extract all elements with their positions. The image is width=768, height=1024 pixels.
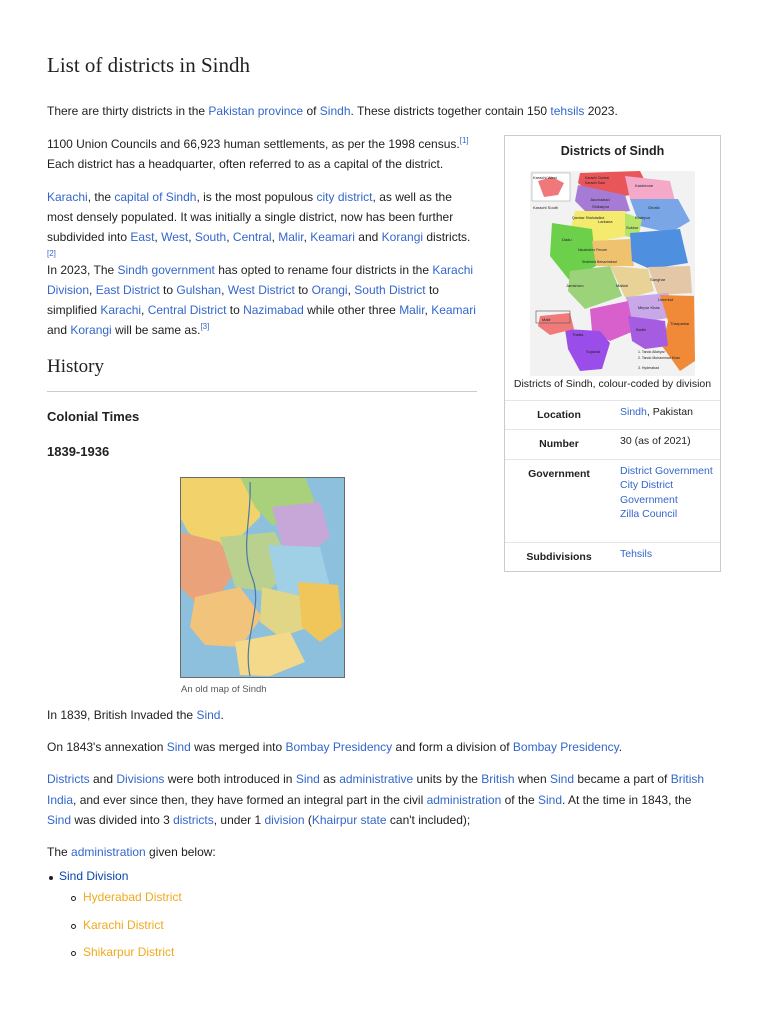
infobox-row-number — [505, 429, 720, 460]
map-label-sujawal: Sujawal — [586, 349, 601, 354]
link-sind[interactable]: Sind — [549, 772, 574, 786]
link-keamari[interactable]: Keamari — [431, 303, 476, 317]
text: , — [89, 283, 96, 297]
link-central-district[interactable]: Central District — [147, 303, 227, 317]
map-label-dadu: Dadu — [562, 237, 572, 242]
map-region-sanghar-north — [630, 229, 688, 269]
text: . These districts together contain 150 — [350, 104, 551, 118]
map-label-larkana: Larkana — [598, 219, 613, 224]
old-sindh-map-image[interactable] — [180, 477, 345, 678]
infobox-label: Government — [528, 468, 590, 480]
link-gulshan[interactable]: Gulshan — [176, 283, 222, 297]
link-central[interactable]: Central — [232, 230, 272, 244]
text: districts. — [423, 230, 471, 244]
infobox-label: Subdivisions — [526, 551, 592, 563]
intro-paragraph-3 — [47, 187, 477, 267]
text: ( — [304, 813, 312, 827]
text: and form a division of — [392, 740, 513, 754]
text: to — [159, 283, 177, 297]
link-korangi[interactable]: Korangi — [381, 230, 424, 244]
text: became a part of — [574, 772, 671, 786]
link-hyderabad-district[interactable]: Hyderabad District — [83, 890, 182, 904]
text: , — [303, 230, 311, 244]
text: was divided into 3 — [71, 813, 174, 827]
map-label-ghotki: Ghotki — [648, 205, 660, 210]
link-administration[interactable]: administration — [71, 845, 146, 859]
intro-paragraph-4 — [47, 260, 477, 340]
text: when — [514, 772, 550, 786]
link-orangi[interactable]: Orangi — [311, 283, 348, 297]
text: , under 1 — [213, 813, 265, 827]
link-british[interactable]: British — [481, 772, 515, 786]
text: and — [354, 230, 382, 244]
text: as — [319, 772, 340, 786]
link-city-district-government[interactable]: City District Government — [620, 479, 678, 506]
map-legend-1: 1. Tando Allahyar — [638, 350, 665, 354]
link-districts[interactable]: districts — [173, 813, 214, 827]
map-label-khairpur: Khairpur — [635, 215, 651, 220]
map-label-badin: Badin — [636, 327, 647, 332]
map-label-karachi-central: Karachi Central — [585, 176, 610, 180]
link-city-district[interactable]: city district — [316, 190, 373, 204]
list-bullet — [71, 951, 76, 956]
map-label-karachi-east: Karachi East — [585, 181, 605, 185]
text: has opted to rename four districts in the — [214, 263, 433, 277]
text: There are thirty districts in the — [47, 104, 209, 118]
map-label-shikarpur: Shikarpur — [592, 204, 610, 209]
text: , — [141, 303, 148, 317]
infobox-value — [620, 405, 715, 419]
map-label-sukkur: Sukkur — [626, 225, 639, 230]
text: , is the most populous — [196, 190, 317, 204]
link-shikarpur-district[interactable]: Shikarpur District — [83, 945, 175, 959]
history-paragraph-2 — [47, 737, 707, 758]
text: , — [221, 283, 228, 297]
map-label-karachi-west: Karachi West — [533, 175, 557, 180]
link-sindh[interactable]: Sindh — [319, 104, 351, 118]
link-karachi-district[interactable]: Karachi District — [83, 918, 164, 932]
link-district-government[interactable]: District Government — [620, 465, 713, 477]
link-sindh-government[interactable]: Sindh government — [117, 263, 215, 277]
intro-paragraph-2 — [47, 134, 477, 174]
list-bullet — [49, 876, 53, 880]
history-paragraph-1 — [47, 705, 707, 726]
link-sind[interactable]: Sind — [196, 708, 221, 722]
reference-2[interactable]: [2] — [47, 249, 56, 258]
text: to — [226, 303, 244, 317]
link-sind[interactable]: Sind — [295, 772, 320, 786]
map-label-mirpur-khas: Mirpur Khas — [638, 305, 660, 310]
map-legend-3: 3. Hyderabad — [638, 366, 660, 370]
link-bombay-presidency[interactable]: Bombay Presidency — [285, 740, 393, 754]
link-east-district[interactable]: East District — [95, 283, 160, 297]
text: while other three — [303, 303, 400, 317]
text: 1100 Union Councils and 66,923 human settlements, as per the 1998 census. — [47, 137, 460, 151]
text: , — [271, 230, 279, 244]
link-keamari[interactable]: Keamari — [310, 230, 355, 244]
text: can't included); — [386, 813, 471, 827]
infobox-row-location — [505, 400, 720, 430]
link-sind[interactable]: Sind — [47, 813, 72, 827]
link-west-district[interactable]: West District — [227, 283, 295, 297]
link-malir[interactable]: Malir — [399, 303, 425, 317]
text: units by the — [413, 772, 482, 786]
map-label-umerkot: Umerkot — [658, 297, 674, 302]
subheading-colonial-times: Colonial Times — [47, 409, 140, 424]
list-bullet — [71, 924, 76, 929]
map-label-kashmore: Kashmore — [635, 183, 654, 188]
link-sind-division[interactable]: Sind Division — [59, 869, 129, 883]
text: of the — [501, 792, 538, 807]
text: of — [303, 104, 320, 118]
list-bullet — [71, 896, 76, 901]
page-title: List of districts in Sindh — [47, 53, 251, 77]
map-label-jacobabad: Jacobabad — [590, 197, 610, 202]
text: will be same as. — [111, 323, 201, 337]
infobox-title: Districts of Sindh — [560, 144, 665, 158]
link-east[interactable]: East — [130, 230, 155, 244]
link-nazimabad[interactable]: Nazimabad — [243, 303, 304, 317]
map-label-jamshoro: Jamshoro — [566, 283, 584, 288]
map-label-karachi-south: Karachi South — [533, 205, 559, 210]
text: On 1843's annexation — [47, 740, 167, 754]
history-paragraph-3 — [47, 769, 707, 831]
text: were both introduced in — [164, 772, 296, 786]
link-karachi[interactable]: Karachi — [100, 303, 142, 317]
text: was merged into — [190, 740, 286, 754]
infobox-label: Number — [539, 438, 579, 450]
text: . At the time in 1843, the — [562, 792, 692, 807]
map-label-matiari: Matiari — [616, 283, 629, 288]
map-label-sanghar: Sanghar — [650, 277, 666, 282]
text: and — [89, 772, 117, 786]
text: , and ever since then, they have formed an integral part in the civil — [73, 792, 427, 807]
infobox-label: Location — [537, 409, 581, 421]
history-paragraph-4 — [47, 842, 707, 863]
infobox — [504, 135, 721, 572]
text: to — [294, 283, 312, 297]
link-districts[interactable]: Districts — [47, 772, 90, 786]
link-khairpur-state[interactable]: Khairpur state — [311, 813, 387, 827]
sindh-districts-map[interactable] — [530, 171, 695, 376]
link-south-district[interactable]: South District — [354, 283, 426, 297]
infobox-map-caption: Districts of Sindh, colour-coded by division — [513, 378, 712, 390]
text: , — [188, 230, 195, 244]
link-division[interactable]: division — [264, 813, 305, 827]
intro-paragraph-1 — [47, 101, 707, 122]
text: , — [154, 230, 162, 244]
text: The — [47, 845, 72, 859]
infobox-value: 30 (as of 2021) — [620, 435, 691, 447]
reference-3[interactable]: [3] — [200, 322, 210, 331]
text: , the — [87, 190, 115, 204]
infobox-row-subdivisions — [505, 542, 720, 572]
link-divisions[interactable]: Divisions — [116, 772, 165, 786]
reference-1[interactable]: [1] — [459, 136, 469, 145]
administration-list — [47, 868, 447, 968]
map-label-tharparkar: Tharparkar — [670, 321, 690, 326]
text: In 2023, The — [47, 263, 118, 277]
text: , — [226, 230, 233, 244]
link-administration[interactable]: administration — [426, 792, 502, 807]
text: , as well as the most densely populated. It was initially a single district, now has been further subdivided into — [47, 190, 454, 244]
map-label-thatta: Thatta — [572, 332, 584, 337]
infobox-value — [620, 464, 715, 521]
link-south[interactable]: South — [194, 230, 227, 244]
link-sindh[interactable]: Sindh — [620, 406, 647, 418]
link-administrative[interactable]: administrative — [339, 772, 414, 786]
link-zilla-council[interactable]: Zilla Council — [620, 507, 678, 520]
text: , — [424, 303, 432, 317]
link-sind[interactable]: Sind — [537, 792, 562, 807]
section-heading-history: History — [47, 356, 104, 377]
link-karachi[interactable]: Karachi — [47, 190, 88, 204]
link-korangi[interactable]: Korangi — [70, 323, 112, 337]
link-karachi-division[interactable]: Karachi Division — [47, 263, 474, 297]
link-west[interactable]: West — [161, 230, 189, 244]
link-british-india[interactable]: British India — [47, 772, 705, 807]
section-divider — [47, 391, 477, 392]
text: 2023. — [584, 104, 618, 118]
infobox-value — [620, 547, 715, 561]
text: , Pakistan — [646, 406, 693, 418]
link-tehsils[interactable]: Tehsils — [620, 548, 653, 560]
text: to simplified — [47, 283, 439, 317]
text: and — [47, 323, 71, 337]
map-label-naushahro-feroze: Naushahro Feroze — [578, 248, 607, 252]
link-sind[interactable]: Sind — [166, 740, 191, 754]
text: . — [220, 708, 224, 722]
text: . — [618, 740, 623, 754]
link-capital-of-sindh[interactable]: capital of Sindh — [114, 190, 197, 204]
text: , — [347, 283, 355, 297]
map-label-shaheed-benazirabad: Shaheed Benazirabad — [582, 260, 617, 264]
old-map-caption: An old map of Sindh — [181, 684, 267, 695]
text: Each district has a headquarter, often referred to as a capital of the district. — [47, 157, 444, 171]
map-label-qambar: Qambar Shahdadkot — [572, 216, 605, 220]
link-tehsils[interactable]: tehsils — [550, 104, 585, 118]
text: In 1839, British Invaded the — [47, 708, 197, 722]
link-bombay-presidency[interactable]: Bombay Presidency — [512, 740, 619, 754]
map-legend-2: 2. Tando Muhammad Khan — [638, 356, 680, 360]
text: given below: — [145, 845, 216, 859]
map-label-malir: Malir — [542, 317, 551, 322]
infobox-row-government — [505, 459, 720, 543]
link-pakistan-province[interactable]: Pakistan province — [208, 104, 304, 118]
link-malir[interactable]: Malir — [278, 230, 304, 244]
subheading-1839-1936: 1839-1936 — [47, 444, 110, 459]
